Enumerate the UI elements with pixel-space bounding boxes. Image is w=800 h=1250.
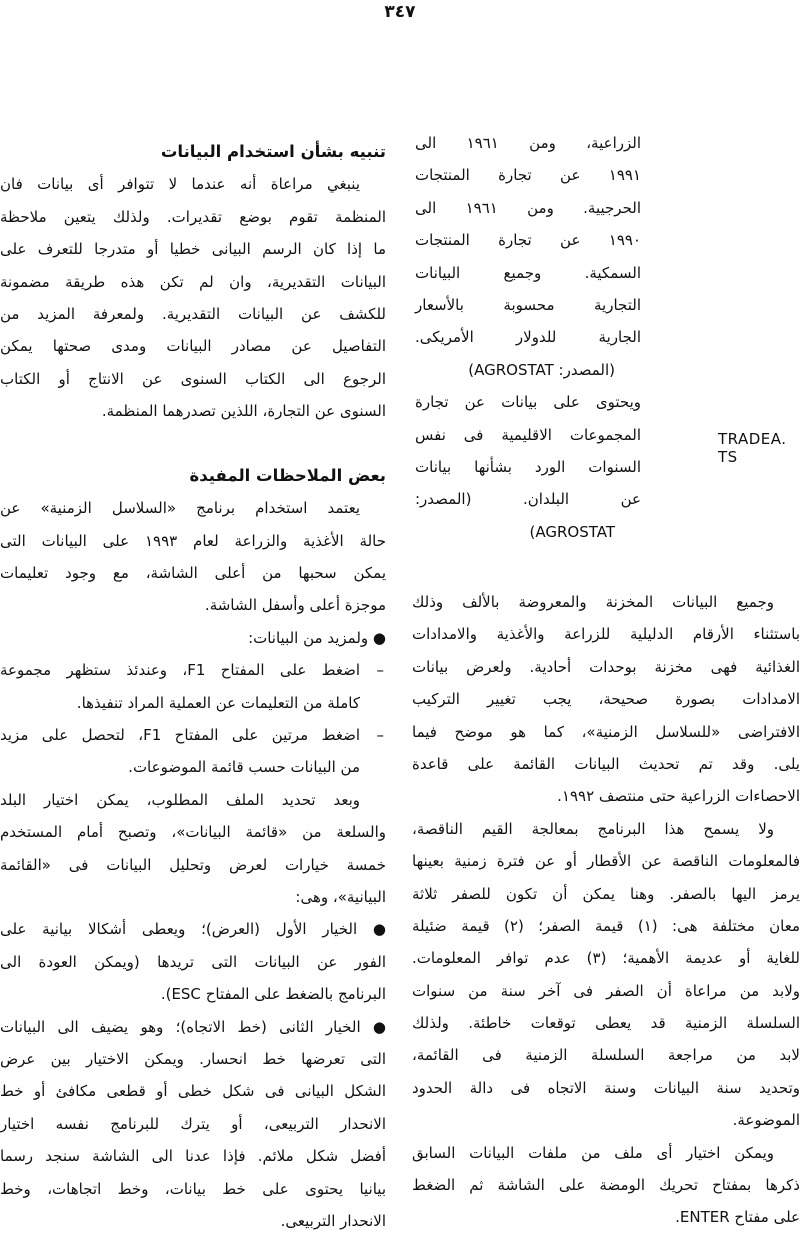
dash-line <box>0 654 386 686</box>
text-line: الانحدار التربيعى، أو يترك للبرنامج نفسه اختيار <box>0 1114 386 1133</box>
text-line: للغاية أو عديمة الأهمية؛ (٣) عدم توافر المعلومات. <box>412 949 800 968</box>
paragraph <box>415 354 641 386</box>
text-line: على مفتاح ENTER. <box>675 1208 800 1227</box>
text-line: بيانيا يحتوى على خط بيانات، وخط اتجاهات، وخط <box>0 1179 386 1198</box>
text-line: فالمعلومات الناقصة عن الأقطار أو عن فترة زمنية بعينها <box>412 852 800 871</box>
paragraph <box>0 784 386 914</box>
heading-text: تنبيه بشأن استخدام البيانات <box>160 142 386 161</box>
paragraph <box>0 492 386 622</box>
right-column-body <box>412 586 800 1234</box>
text-line: الانحدار التربيعى. <box>280 1211 386 1230</box>
text-line: ● الخيار الثانى (خط الاتجاه)؛ وهو يضيف الى البيانات <box>0 1017 386 1036</box>
paragraph <box>412 813 800 1137</box>
text-line: ما إذا كان الرسم البيانى خطيا أو متدرجا للتعرف على <box>0 240 386 259</box>
text-line: المجموعات الاقليمية فى نفس <box>415 425 641 444</box>
paragraph <box>415 386 641 516</box>
bullet-item <box>0 913 386 1010</box>
text-line: السلسلة الزمنية قد يعطى توقعات خاطئة. ولذلك <box>412 1014 800 1033</box>
text-line: وتحديد سنة البيانات وسنة الاتجاه فى دالة الحدود <box>412 1078 800 1097</box>
text-line: الافتراضى «للسلاسل الزمنية»، كما هو موضح فيما <box>412 722 800 741</box>
text-line: والسلعة من «قائمة البيانات»، وتصبح أمام المستخدم <box>0 823 386 842</box>
text-line: البيانات التقديرية، وان لم تكن هذه طريقة مضمونة <box>0 272 386 291</box>
text-line: يلى. وقد تم تحديث البيانات القائمة على قاعدة <box>412 754 800 773</box>
text-line: الموضوعة. <box>732 1111 800 1130</box>
text-line: التجارية محسوبة بالأسعار <box>415 295 641 314</box>
text-line: AGROSTAT) <box>529 522 615 541</box>
text-line: أفضل شكل ملائم. فإذا عدنا الى الشاشة سنجد رسما <box>0 1147 386 1166</box>
text-line: ١٩٩١ عن تجارة المنتجات <box>415 166 641 185</box>
text-line: ● ولمزيد من البيانات: <box>248 628 386 647</box>
text-line: اضغط على المفتاح F1، وعندئذ ستظهر مجموعة <box>0 661 360 680</box>
text-line: التى تعرضها خط انحسار. ويمكن الاختيار بين عرض <box>0 1049 386 1068</box>
bullet-item <box>0 1011 386 1238</box>
text-line: المنظمة تقوم بوضع تقديرات. ولذلك يتعين ملاحظة <box>0 207 386 226</box>
paragraph <box>415 127 641 354</box>
text-line: للكشف عن البيانات التقديرية. ولمعرفة المزيد من <box>0 304 386 323</box>
bullet-item <box>0 622 386 654</box>
text-line: ينبغي مراعاة أنه عندما لا تتوافر أى بيانات فان <box>0 175 360 194</box>
section-heading <box>0 460 386 492</box>
text-line: كاملة من التعليمات عن العملية المراد تنفيذها. <box>76 693 360 712</box>
paragraph <box>412 586 800 813</box>
heading-text: بعض الملاحظات المفيدة <box>189 465 386 485</box>
dash-line <box>0 751 386 783</box>
text-line: ويمكن اختيار أى ملف من ملفات البيانات السابق <box>412 1143 774 1162</box>
text-line: السنوات الورد بشأنها بيانات <box>415 457 641 476</box>
text-line: السنوى عن التجارة، اللذين تصدرهما المنظمة. <box>101 402 386 421</box>
text-line: حالة الأغذية والزراعة لعام ١٩٩٣ على البيانات التى <box>0 531 387 550</box>
text-line: موجزة أعلى وأسفل الشاشة. <box>204 596 386 615</box>
file-name-label: TRADEA. TS <box>718 430 787 466</box>
text-line: البيانية»، وهى: <box>295 887 386 906</box>
text-line: الشكل البيانى فى شكل خطى أو قطعى مكافئ أو خط <box>0 1082 386 1101</box>
text-line: التفاصيل عن مصادر البيانات ومدى صحتها يمكن <box>0 337 386 356</box>
text-line: ذكرها بمفتاح تحريك الومضة على الشاشة ثم الضغط <box>412 1176 800 1195</box>
text-line: الغذائية فهى مخزنة بوحدات أحادية. ولعرض بيانات <box>412 657 800 676</box>
text-line: البرنامج بالضغط على المفتاح ESC). <box>160 985 386 1004</box>
dash-list-item <box>0 654 386 719</box>
text-line: الاحصاءات الزراعية حتى منتصف ١٩٩٢. <box>557 787 800 806</box>
text-line: وجميع البيانات المخزنة والمعروضة بالألف وذلك <box>412 593 774 611</box>
text-line: معان مختلفة هى: (١) قيمة الصفر؛ (٢) قيمة ضئيلة <box>412 916 800 935</box>
text-line: الفور عن البيانات التى تريدها (ويمكن العودة الى <box>0 952 386 971</box>
page-number: ٣٤٧ <box>384 2 416 22</box>
right-column-definition <box>415 127 641 548</box>
text-line: الامدادات بصورة صحيحة، يجب تغيير التركيب <box>412 690 800 709</box>
spacer <box>0 428 386 460</box>
text-line: الزراعية، ومن ١٩٦١ الى <box>415 134 641 152</box>
text-line: ولابد من مراعاة أن الصفر فى آخر سنة من سنوات <box>412 981 800 1000</box>
text-line: ١٩٩٠ عن تجارة المنتجات <box>415 231 641 250</box>
text-line: ويحتوى على بيانات عن تجارة <box>415 393 641 412</box>
text-line: باستثناء الأرقام الدليلية للزراعة والأغذية والامدادات <box>412 625 800 644</box>
text-line: ولا يسمح هذا البرنامج بمعالجة القيم الناقصة، <box>412 819 774 838</box>
text-line: (المصدر: AGROSTAT) <box>468 360 615 379</box>
dash-line <box>0 719 386 751</box>
text-line: من البيانات حسب قائمة الموضوعات. <box>128 758 360 777</box>
text-line: الرجوع الى الكتاب السنوى عن الانتاج أو الكتاب <box>0 369 386 388</box>
text-line: الحرجيية. ومن ١٩٦١ الى <box>415 198 641 217</box>
dash-line <box>0 687 386 719</box>
text-line: السمكية. وجميع البيانات <box>415 263 641 282</box>
paragraph <box>0 168 386 427</box>
text-line: لابد من مراجعة السلسلة الزمنية فى القائمة، <box>412 1046 800 1065</box>
text-line: الجارية للدولار الأمريكى. <box>415 328 641 347</box>
text-line: عن البلدان. (المصدر: <box>415 490 641 509</box>
text-line: اضغط مرتين على المفتاح F1، لتحصل على مزيد <box>0 726 360 745</box>
text-line: خمسة خيارات لعرض وتحليل البيانات فى «القائمة <box>0 855 386 874</box>
text-line: يرمز اليها بالصفر. وهنا يمكن أن تكون للصفر ثلاثة <box>412 884 800 903</box>
dash-bullet-icon: – <box>376 661 384 680</box>
left-column <box>0 136 386 1237</box>
section-heading <box>0 136 386 168</box>
dash-list-item <box>0 719 386 784</box>
text-line: ● الخيار الأول (العرض)؛ ويعطى أشكالا بيانية على <box>0 920 386 939</box>
dash-bullet-icon: – <box>376 726 384 745</box>
text-line: يمكن سحبها من أعلى الشاشة، مع وجود تعليمات <box>0 564 386 583</box>
text-line: يعتمد استخدام برنامج «السلاسل الزمنية» عن <box>0 499 360 518</box>
paragraph <box>415 516 641 548</box>
text-line: وبعد تحديد الملف المطلوب، يمكن اختيار البلد <box>0 790 360 809</box>
paragraph <box>412 1137 800 1234</box>
